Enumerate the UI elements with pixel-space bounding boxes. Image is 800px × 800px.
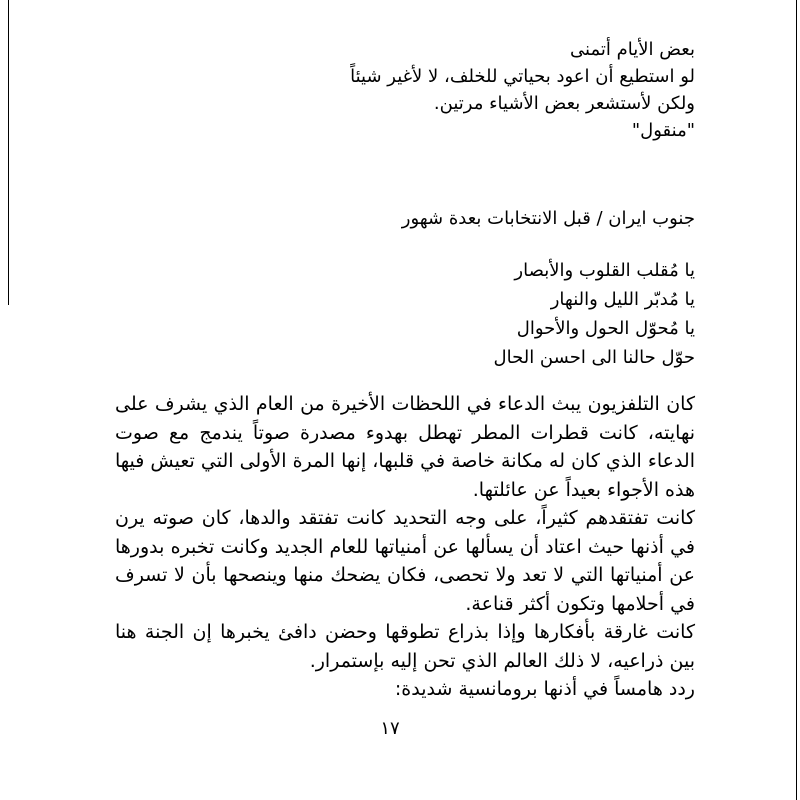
verse-line: يا مُحوّل الحول والأحوال <box>516 318 695 339</box>
opening-quote <box>115 36 695 144</box>
quote-line: ولكن لأستشعر بعض الأشياء مرتين. <box>433 93 695 114</box>
verse-line: حوّل حالنا الى احسن الحال <box>493 347 695 368</box>
paragraph: كانت غارقة بأفكارها وإذا بذراع تطوقها وحضن دافئ يخبرها إن الجنة هنا بين ذراعيه، لا ذلك العالم الذي تحن إليه بإستمرار. <box>115 621 695 672</box>
right-border-line <box>796 0 797 800</box>
prayer-verse <box>115 256 695 372</box>
section-heading <box>115 206 695 232</box>
verse-line: يا مُقلب القلوب والأبصار <box>514 260 695 281</box>
quote-line: لو استطيع أن اعود بحياتي للخلف، لا لأغير شيئاً <box>350 66 695 87</box>
verse-line: يا مُدبّر الليل والنهار <box>550 289 695 310</box>
section-title: جنوب ايران / قبل الانتخابات بعدة شهور <box>401 208 695 229</box>
body-text <box>115 390 695 704</box>
left-border-line <box>8 0 9 305</box>
paragraph: كانت تفتقدهم كثيراً، على وجه التحديد كانت تفتقد والدها، كان صوته يرن في أذنها حيث اعتاد أن يسألها عن أمنياتها للعام الجديد وكانت تخبره بدورها عن أمنياتها التي لا تعد ولا تحصى، فكان يضحك منها وينصحها بأن لا تسرف في أحلامها وتكون أكثر قناعة. <box>115 507 695 615</box>
paragraph: ردد هامساً في أذنها برومانسية شديدة: <box>394 678 695 700</box>
quote-attribution: "منقول" <box>631 120 695 141</box>
quote-line: بعض الأيام أتمنى <box>570 39 695 60</box>
paragraph: كان التلفزيون يبث الدعاء في اللحظات الأخيرة من العام الذي يشرف على نهايته، كانت قطرات المطر تهطل بهدوء مصدرة صوتاً يندمج مع صوت الدعاء الذي كان له مكانة خاصة في قلبها، إنها المرة الأولى التي تعيش فيها هذه الأجواء بعيداً عن عائلتها. <box>115 393 695 501</box>
page-number: ١٧ <box>380 718 400 739</box>
